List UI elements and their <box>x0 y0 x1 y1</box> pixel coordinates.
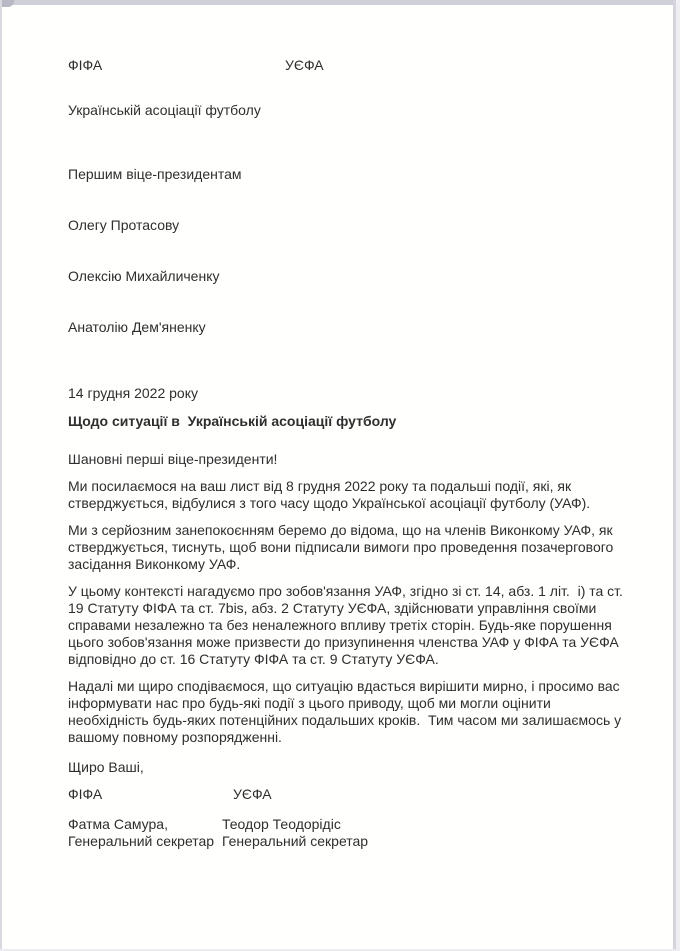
signature-title-row <box>68 833 624 850</box>
signature-name-fifa: Фатма Самура, <box>68 816 168 832</box>
letter-content <box>68 57 627 850</box>
paragraph-2: Ми з серйозним занепокоєнням беремо до відома, що на членів Виконкому УАФ, як стверджується, тиснуть, щоб вони підписали вимоги про проведення позачергового засідання Виконкому УАФ. <box>68 522 618 572</box>
page-edge-top <box>0 0 680 5</box>
recipient-organization: Українській асоціації футболу <box>68 102 261 118</box>
letterhead-uefa: УЄФА <box>285 57 324 73</box>
paragraph-4: Надалі ми щиро сподіваємося, що ситуацію вдасться вирішити мирно, і просимо вас інформувати нас про будь-які події з цього приводу, щоб ми могли оцінити необхідність будь-яких потенційних подальших кроків. Тим часом ми залишаємось у вашому повному розпорядженні. <box>68 678 626 745</box>
signature-title-fifa: Генеральний секретар <box>68 833 215 849</box>
signature-org-row <box>68 786 624 803</box>
signature-org-uefa: УЄФА <box>233 786 272 802</box>
page-edge-top-left-corner <box>0 0 14 7</box>
recipient-line-role: Першим віце-президентам <box>68 166 242 182</box>
letter-subject: Щодо ситуації в Українській асоціації футболу <box>68 413 397 429</box>
letterhead-fifa: ФІФА <box>68 57 103 73</box>
page-edge-right-outer <box>676 0 680 951</box>
paragraph-1: Ми посилаємося на ваш лист від 8 грудня 2022 року та подальші події, які, як стверджується, відбулися з того часу щодо Української асоціації футболу (УАФ). <box>68 478 591 511</box>
recipient-line-name-3: Анатолію Дем'яненку <box>68 319 206 335</box>
signature-name-uefa: Теодор Теодорідіс <box>222 816 341 832</box>
letter-greeting: Шановні перші віце-президенти! <box>68 451 278 467</box>
letterhead-row <box>68 57 624 74</box>
signature-org-fifa: ФІФА <box>68 786 103 802</box>
letter-closing: Щиро Ваші, <box>68 759 144 775</box>
letter-date: 14 грудня 2022 року <box>68 385 198 401</box>
page-edge-left <box>0 0 2 951</box>
recipient-line-name-2: Олексію Михайличенку <box>68 268 220 284</box>
recipient-line-name-1: Олегу Протасову <box>68 217 180 233</box>
signature-name-row <box>68 816 624 833</box>
paragraph-3: У цьому контексті нагадуємо про зобов'язання УАФ, згідно зі ст. 14, абз. 1 літ. і) та ст. 19 Статуту ФІФА та ст. 7bis, абз. 2 Статуту УЄФА, здійснювати управління своїми справами незалежно та без неналежного впливу третіх сторін. Будь-яке порушення цього зобов'язання може призвести до призупинення членства УАФ у ФІФА та УЄФА відповідно до ст. 16 Статуту ФІФА та ст. 9 Статуту УЄФА. <box>68 583 627 667</box>
signature-title-uefa: Генеральний секретар <box>222 833 369 849</box>
recipient-address-block <box>68 132 624 370</box>
